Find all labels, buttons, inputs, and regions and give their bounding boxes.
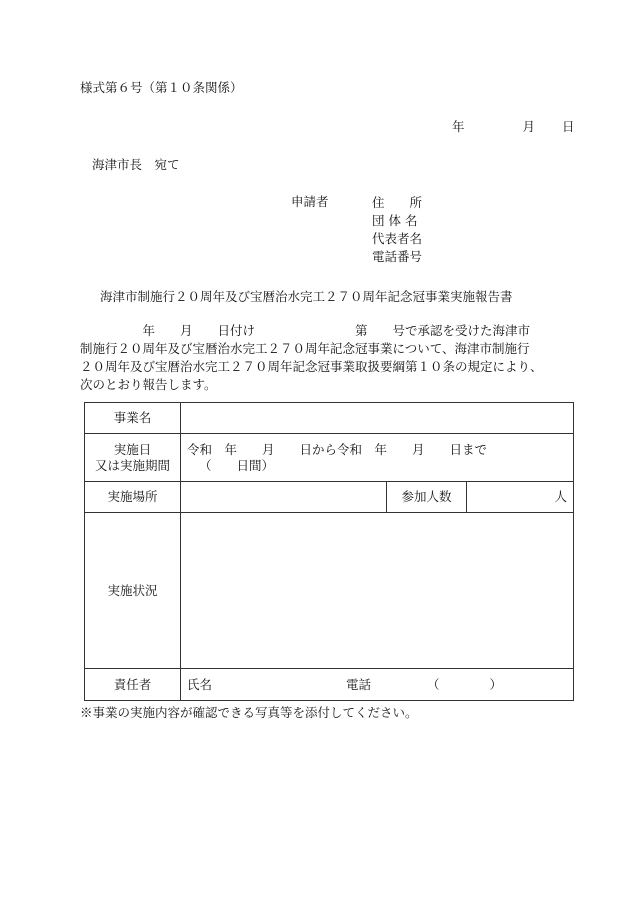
body-line-1: 年 月 日付け 第 号で承認を受けた海津市 <box>80 323 531 338</box>
period-value-line-1: 令和 年 月 日から令和 年 月 日まで <box>187 441 488 457</box>
period-label-line-1: 実施日 <box>113 441 152 457</box>
project-name-label: 事業名 <box>85 403 181 434</box>
row-project-name <box>85 403 574 434</box>
body-line-4: 次のとおり報告します。 <box>80 377 217 392</box>
body-paragraph <box>80 322 543 394</box>
phone-label: 電話 <box>346 676 372 692</box>
applicant-fields <box>372 194 422 266</box>
status-value[interactable] <box>181 513 574 669</box>
status-label: 実施状況 <box>85 513 181 669</box>
period-value[interactable] <box>181 434 574 482</box>
addressee: 海津市長 宛て <box>92 157 180 172</box>
date-month-label: 月 <box>522 119 536 134</box>
location-value[interactable] <box>181 482 387 513</box>
period-label <box>85 434 181 482</box>
date-line <box>452 119 575 135</box>
participants-value[interactable] <box>467 482 574 513</box>
body-line-2: 制施行２０周年及び宝暦治水完工２７０周年記念冠事業について、海津市制施行 <box>80 341 530 356</box>
project-name-value[interactable] <box>181 403 574 434</box>
participants-unit: 人 <box>554 489 568 504</box>
row-location <box>85 482 574 513</box>
responsible-value[interactable] <box>181 669 574 701</box>
participants-label: 参加人数 <box>387 482 467 513</box>
responsible-label: 責任者 <box>85 669 181 701</box>
body-line-3: ２０周年及び宝暦治水完工２７０周年記念冠事業取扱要綱第１０条の規定により、 <box>80 359 543 374</box>
form-number: 様式第６号（第１０条関係） <box>80 80 243 95</box>
location-label: 実施場所 <box>85 482 181 513</box>
row-status <box>85 513 574 669</box>
applicant-address-label: 住 所 <box>372 195 423 210</box>
report-table <box>84 402 574 701</box>
period-value-line-2: （ 日間） <box>199 457 275 473</box>
applicant-group-name-label: 団 体 名 <box>372 213 418 228</box>
attachment-note: ※事業の実施内容が確認できる写真等を添付してください。 <box>80 705 418 720</box>
row-responsible <box>85 669 574 701</box>
applicant-label: 申請者 <box>291 194 329 209</box>
date-year-label: 年 <box>452 119 465 134</box>
phone-parens: （ ） <box>427 676 503 692</box>
date-day-label: 日 <box>562 119 575 134</box>
row-period <box>85 434 574 482</box>
document-title: 海津市制施行２０周年及び宝暦治水完工２７０周年記念冠事業実施報告書 <box>100 289 513 304</box>
name-label: 氏名 <box>187 676 213 692</box>
applicant-representative-label: 代表者名 <box>372 231 423 246</box>
period-label-line-2: 又は実施期間 <box>94 457 170 473</box>
applicant-phone-label: 電話番号 <box>372 249 423 264</box>
